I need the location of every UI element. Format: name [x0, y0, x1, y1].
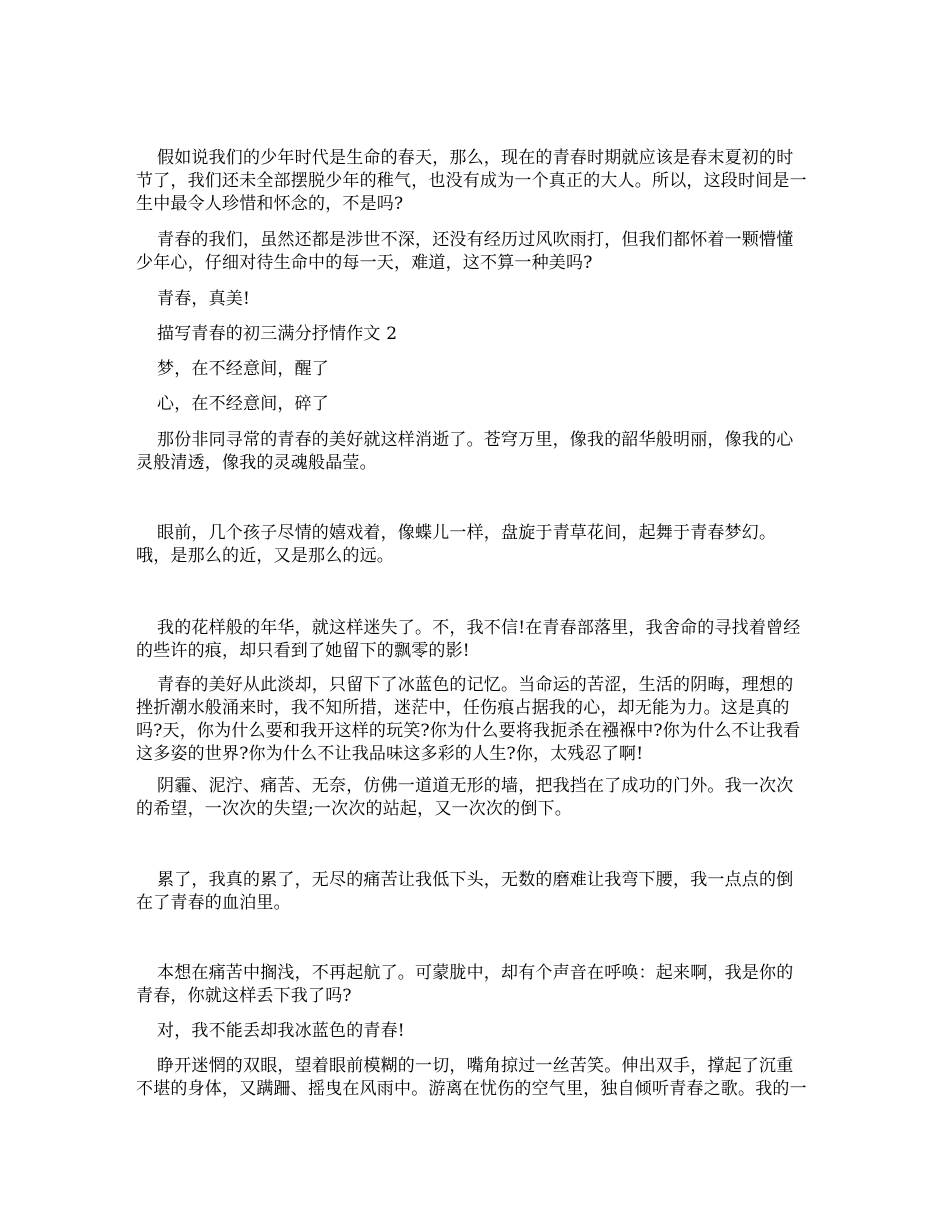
text-line: 对，我不能丢却我冰蓝色的青春! [157, 1021, 405, 1041]
text-line: 睁开迷惘的双眼，望着眼前模糊的一切，嘴角掠过一丝苦笑。伸出双手，撑起了沉重 [157, 1056, 794, 1076]
paragraph [115, 522, 835, 568]
text-line: 挫折潮水般涌来时，我不知所措，迷茫中，任伤痕占据我的心，却无能为力。这是真的 [136, 698, 790, 718]
paragraph [115, 775, 835, 821]
text-line: 在了青春的血泊里。 [136, 893, 291, 913]
paragraph [115, 674, 835, 766]
paragraph [115, 288, 835, 311]
text-line: 假如说我们的少年时代是生命的春天，那么，现在的青春时期就应该是春末夏初的时 [157, 148, 794, 168]
text-line: 节了，我们还未全部摆脱少年的稚气，也没有成为一个真正的大人。所以，这段时间是一 [136, 171, 807, 191]
text-line: 梦，在不经意间，醒了 [157, 359, 329, 379]
text-line: 眼前，几个孩子尽情的嬉戏着，像蝶儿一样，盘旋于青草花间，起舞于青春梦幻。 [157, 523, 777, 543]
text-line: 心，在不经意间，碎了 [157, 394, 329, 414]
text-line: 吗?天，你为什么要和我开这样的玩笑?你为什么要将我扼杀在襁褓中?你为什么不让我看 [136, 721, 801, 741]
paragraph [115, 617, 835, 663]
text-line: 青春，你就这样丢下我了吗? [136, 986, 352, 1006]
text-line: 这多姿的世界?你为什么不让我品味这多彩的人生?你，太残忍了啊! [136, 744, 644, 764]
paragraph [115, 147, 835, 216]
paragraph [115, 393, 835, 416]
text-line: 哦，是那么的近，又是那么的远。 [136, 546, 394, 566]
text-line: 描写青春的初三满分抒情作文 2 [157, 324, 398, 344]
text-line: 生中最令人珍惜和怀念的，不是吗? [136, 194, 404, 214]
text-line: 少年心，仔细对待生命中的每一天，难道，这不算一种美吗? [136, 253, 593, 273]
text-line: 本想在痛苦中搁浅，不再起航了。可蒙胧中，却有个声音在呼唤：起来啊，我是你的 [157, 963, 794, 983]
text-line: 那份非同寻常的青春的美好就这样消逝了。苍穹万里，像我的韶华般明丽，像我的心 [157, 430, 794, 450]
paragraph [115, 962, 835, 1008]
text-line: 阴霾、泥泞、痛苦、无奈，仿佛一道道无形的墙，把我挡在了成功的门外。我一次次 [157, 776, 794, 796]
text-line: 青春的美好从此淡却，只留下了冰蓝色的记忆。当命运的苦涩，生活的阴晦，理想的 [157, 675, 794, 695]
paragraph [115, 429, 835, 475]
paragraph [115, 1020, 835, 1043]
text-line: 累了，我真的累了，无尽的痛苦让我低下头，无数的磨难让我弯下腰，我一点点的倒 [157, 870, 794, 890]
text-line: 的希望，一次次的失望;一次次的站起，又一次次的倒下。 [136, 799, 572, 819]
paragraph [115, 1055, 835, 1101]
text-line: 的些许的痕，却只看到了她留下的飘零的影! [136, 641, 470, 661]
paragraph [115, 869, 835, 915]
section-heading [115, 323, 835, 346]
paragraph [115, 229, 835, 275]
text-line: 灵般清透，像我的灵魂般晶莹。 [136, 453, 377, 473]
text-line: 我的花样般的年华，就这样迷失了。不，我不信!在青春部落里，我舍命的寻找着曾经 [157, 618, 801, 638]
text-line: 不堪的身体，又蹒跚、摇曳在风雨中。游离在忧伤的空气里，独自倾听青春之歌。我的一 [136, 1079, 807, 1099]
text-line: 青春的我们，虽然还都是涉世不深，还没有经历过风吹雨打，但我们都怀着一颗懵懂 [157, 230, 794, 250]
paragraph [115, 358, 835, 381]
text-line: 青春，真美! [157, 289, 251, 309]
